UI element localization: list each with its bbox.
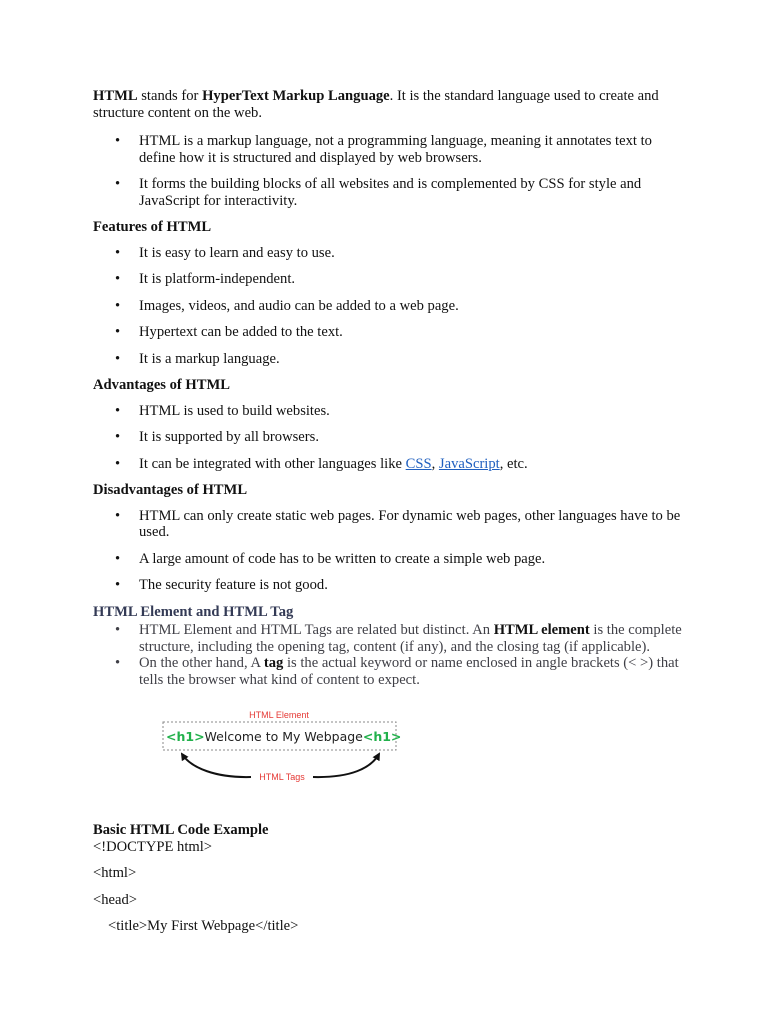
element-code [166, 729, 401, 744]
html-element-diagram [161, 706, 421, 796]
list-item: • HTML is used to build websites. [93, 403, 683, 420]
etc-text: , etc. [499, 455, 528, 472]
list-item: • HTML can only create static web pages. For dynamic web pages, other languages have to be used. [93, 508, 683, 541]
intro-rest: . It is the standard language used to create and structure content on the web. [93, 88, 659, 121]
code-line: <title>My First Webpage</title> [108, 918, 299, 934]
features-list [93, 245, 683, 368]
list-item: • The security feature is not good. [93, 577, 683, 594]
html-tags-label: HTML Tags [259, 772, 305, 782]
intro-stands-for: stands for [141, 88, 199, 104]
advantages-list [93, 403, 683, 473]
intro-paragraph [93, 88, 683, 121]
list-item [93, 655, 683, 688]
javascript-link[interactable]: JavaScript [438, 455, 500, 472]
list-item: • It is platform-independent. [93, 271, 683, 288]
features-heading: Features of HTML [93, 219, 212, 235]
left-arrow-curve [182, 754, 251, 777]
code-line: <html> [93, 865, 137, 881]
intro-term: HTML [93, 88, 138, 104]
html-element-label: HTML Element [249, 710, 309, 720]
list-item: • A large amount of code has to be written to create a simple web page. [93, 551, 683, 568]
list-item: • Hypertext can be added to the text. [93, 324, 683, 341]
tag-text-pre: On the other hand, A [139, 655, 264, 671]
element-tag-list [93, 622, 683, 688]
list-item [93, 622, 683, 655]
disadvantages-list [93, 508, 683, 594]
right-arrow-curve [313, 754, 379, 777]
list-item: • HTML is a markup language, not a programming language, meaning it annotates text to define how it is structured and displayed by web browsers. [93, 133, 683, 166]
element-text-post: is the complete structure, including the opening tag, content (if any), and the closing tag (if applicable). [139, 622, 682, 655]
intro-expansion: HyperText Markup Language [202, 88, 390, 104]
element-text-pre: HTML Element and HTML Tags are related but distinct. An [139, 622, 494, 638]
list-item: • Images, videos, and audio can be added to a web page. [93, 298, 683, 315]
document-page [93, 88, 683, 945]
tag-bold: tag [263, 655, 284, 671]
list-item: • It is supported by all browsers. [93, 429, 683, 446]
element-bold: HTML element [493, 622, 590, 638]
code-example-heading: Basic HTML Code Example [93, 822, 269, 838]
close-tag: <h1> [362, 729, 402, 744]
disadvantages-heading: Disadvantages of HTML [93, 482, 248, 498]
open-tag: <h1> [166, 729, 205, 744]
list-item: • It is easy to learn and easy to use. [93, 245, 683, 262]
diagram-svg [161, 706, 421, 796]
integration-text: It can be integrated with other languages like [139, 455, 406, 472]
code-line: <!DOCTYPE html> [93, 838, 213, 855]
intro-list [93, 133, 683, 209]
list-item: • It is a markup language. [93, 351, 683, 368]
comma-text: , [431, 455, 439, 472]
element-tag-heading: HTML Element and HTML Tag [93, 603, 294, 620]
list-item [93, 456, 683, 473]
list-item: • It forms the building blocks of all websites and is complemented by CSS for style and JavaScript for interactivity. [93, 176, 683, 209]
tag-text-post: is the actual keyword or name enclosed in angle brackets (< >) that tells the browser what kind of content to expect. [139, 655, 679, 688]
element-content: Welcome to My Webpage [204, 729, 363, 744]
advantages-heading: Advantages of HTML [93, 377, 231, 393]
code-line: <head> [93, 891, 138, 908]
css-link[interactable]: CSS [405, 455, 432, 472]
